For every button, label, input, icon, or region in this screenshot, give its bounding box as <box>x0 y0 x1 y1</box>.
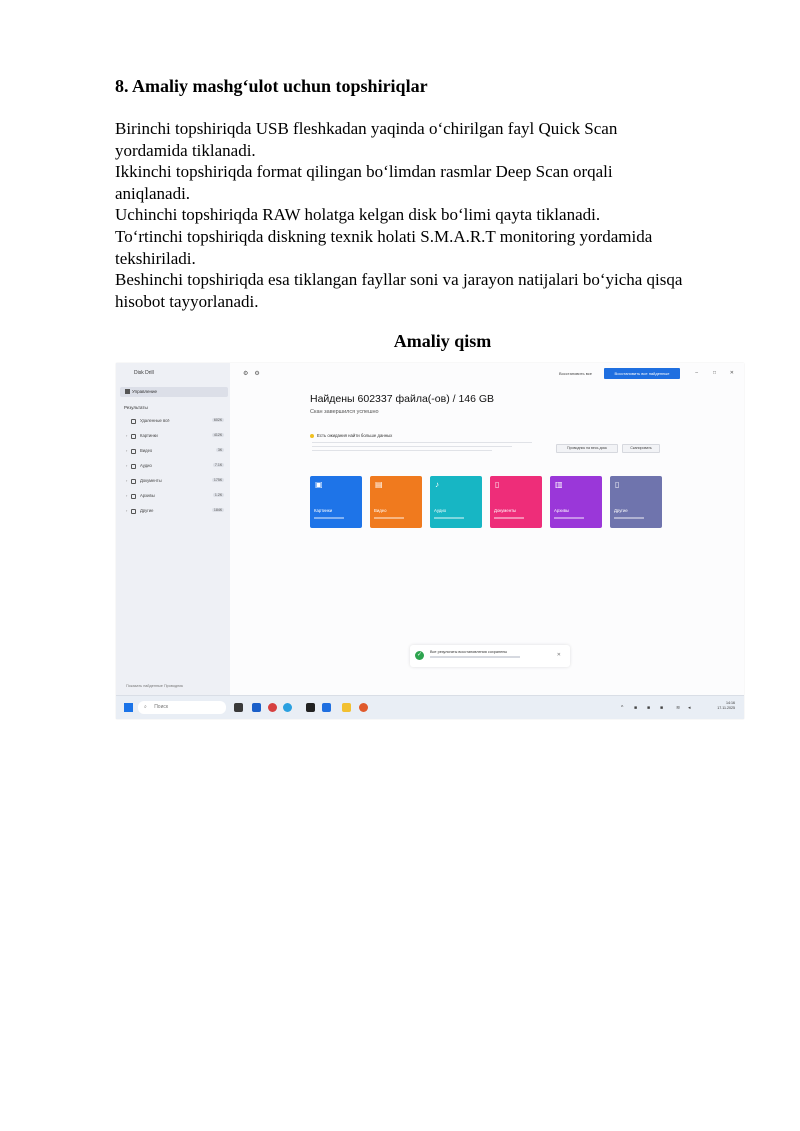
settings-icon[interactable]: ⚙ <box>254 371 260 377</box>
sidebar-footer-link[interactable]: Показать найденные Проводник <box>126 684 183 688</box>
app-icon[interactable] <box>306 703 315 712</box>
bookmark-icon[interactable]: ⚙ <box>243 371 249 377</box>
tile-audio[interactable] <box>430 476 482 528</box>
sidebar-item-label: Другие <box>140 508 154 513</box>
tile-progress <box>314 517 344 519</box>
chrome-icon[interactable] <box>268 703 277 712</box>
taskbar-search[interactable] <box>138 701 226 714</box>
info-heading-text: Есть ожидания найти больше данных <box>317 433 393 438</box>
tile-progress <box>494 517 524 519</box>
other-icon: ▯ <box>615 480 620 489</box>
trash-icon <box>131 419 136 424</box>
edge-icon[interactable] <box>283 703 292 712</box>
music-icon <box>131 464 136 469</box>
chevron-right-icon[interactable]: › <box>126 433 128 438</box>
tile-progress <box>554 517 584 519</box>
sidebar-item-label: Удаленные всё <box>140 418 170 423</box>
paragraph-line: Birinchi topshiriqda USB fleshkadan yaqinda o‘chirilgan fayl Quick Scan <box>115 119 618 138</box>
sidebar-item[interactable] <box>126 492 226 501</box>
tile-documents[interactable] <box>490 476 542 528</box>
other-icon <box>131 509 136 514</box>
video-icon <box>131 449 136 454</box>
sidebar-item-active[interactable] <box>120 387 228 397</box>
minimize-icon[interactable]: – <box>695 370 698 376</box>
info-text-line <box>312 450 492 451</box>
paragraph-line: Uchinchi topshiriqda RAW holatga kelgan disk bo‘limi qayta tiklanadi. <box>115 205 601 225</box>
tile-label: Аудио <box>434 508 447 513</box>
paragraph-line: Ikkinchi topshiriqda format qilingan bo‘limdan rasmlar Deep Scan orqali <box>115 162 613 182</box>
close-icon[interactable]: ✕ <box>729 370 734 376</box>
sidebar-item-label: Документы <box>140 478 162 483</box>
result-subtitle: Скан завершился успешно <box>310 409 379 415</box>
search-icon: ⌕ <box>144 704 147 710</box>
tile-label: Видео <box>374 508 387 513</box>
toolbar <box>243 370 266 377</box>
tile-progress <box>374 517 404 519</box>
tile-label: Документы <box>494 508 517 513</box>
music-icon: ♪ <box>435 480 439 489</box>
tile-label: Архивы <box>554 508 570 513</box>
tile-label: Картинки <box>314 508 333 513</box>
grid-icon <box>125 389 130 394</box>
scan-whole-disk-button[interactable]: Проводник на весь диск <box>556 444 618 453</box>
sidebar-item-label: Картинки <box>140 433 158 438</box>
archive-icon: ▥ <box>555 480 563 489</box>
sidebar-item-label: Аудио <box>140 463 152 468</box>
chevron-right-icon[interactable]: › <box>126 478 128 483</box>
sidebar-item-count: 175К <box>213 478 222 482</box>
recover-all-button[interactable]: Восстановить все найденные <box>604 368 680 379</box>
close-icon[interactable]: ✕ <box>556 652 561 658</box>
info-text-line <box>312 442 532 443</box>
result-title: Найдены 602337 файла(-ов) / 146 GB <box>310 393 495 405</box>
windows-start-icon[interactable] <box>124 703 133 712</box>
chevron-up-icon[interactable]: ^ <box>621 705 624 711</box>
sidebar-item-label: Видео <box>140 448 153 453</box>
sidebar-item-count: 412К <box>213 433 222 437</box>
volume-icon[interactable]: ◂ <box>688 705 691 711</box>
sidebar-item-count: 602К <box>213 418 222 422</box>
app-icon[interactable] <box>359 703 368 712</box>
sub-heading: Amaliy qism <box>393 331 492 351</box>
tile-video[interactable] <box>370 476 422 528</box>
recover-all-link[interactable]: Восстановить все <box>558 371 592 376</box>
toast-subline <box>430 656 520 658</box>
info-panel <box>310 433 660 463</box>
clock-time: 14:16 <box>726 701 735 705</box>
sidebar-item[interactable] <box>126 477 226 486</box>
tile-archives[interactable] <box>550 476 602 528</box>
document-icon: ▯ <box>495 480 500 489</box>
sidebar-section-title: Результаты <box>124 405 148 410</box>
sidebar-item[interactable] <box>126 417 226 426</box>
lightbulb-icon <box>310 434 314 438</box>
maximize-icon[interactable]: □ <box>712 370 716 376</box>
video-icon: ▤ <box>375 480 383 489</box>
app-title: Disk Drill <box>134 370 154 376</box>
paragraph-line: yordamida tiklanadi. <box>115 140 256 160</box>
sidebar-item-count: 184К <box>213 508 222 512</box>
sidebar-item-count: 7.1К <box>214 463 222 467</box>
folder-icon[interactable] <box>342 703 351 712</box>
word-icon[interactable] <box>322 703 331 712</box>
clock-date: 17.11.2025 <box>717 706 735 710</box>
paragraph-line: hisobot tayyorlanadi. <box>115 291 259 311</box>
image-icon <box>131 434 136 439</box>
check-icon: ✓ <box>416 652 423 658</box>
tray-app-icon[interactable]: ■ <box>634 705 638 711</box>
toast-text: Все результаты восстановления сохранены <box>430 650 508 654</box>
taskbar <box>116 695 744 719</box>
tray-app-icon[interactable]: ■ <box>660 705 664 711</box>
search-placeholder: Поиск <box>154 704 169 710</box>
tray-app-icon[interactable]: ■ <box>647 705 651 711</box>
wifi-icon[interactable]: ≋ <box>676 705 681 711</box>
paragraph-line: Beshinchi topshiriqda esa tiklangan fayllar soni va jarayon natijalari bo‘yicha qisqa <box>115 270 683 290</box>
tile-other[interactable] <box>610 476 662 528</box>
sidebar-item[interactable] <box>126 447 226 456</box>
sidebar-item-count: 3К <box>217 448 222 452</box>
document-icon <box>131 479 136 484</box>
tile-progress <box>434 517 464 519</box>
paragraph-line: aniqlanadi. <box>115 183 191 203</box>
task-paragraph <box>115 118 755 312</box>
sidebar <box>116 363 230 695</box>
scan-button[interactable]: Сканировать <box>622 444 660 453</box>
tile-progress <box>614 517 644 519</box>
disk-drill-screenshot <box>116 363 744 719</box>
task-view-icon[interactable] <box>234 703 243 712</box>
sidebar-item-label: Управление <box>132 389 158 394</box>
archive-icon <box>131 494 136 499</box>
tile-label: Другие <box>614 508 628 513</box>
chevron-right-icon[interactable]: › <box>126 463 128 468</box>
sidebar-item-count: 1.2К <box>214 493 222 497</box>
chevron-right-icon[interactable]: › <box>126 493 128 498</box>
info-heading <box>310 433 392 438</box>
clock[interactable] <box>717 701 735 711</box>
chevron-right-icon[interactable]: › <box>126 508 128 513</box>
section-heading: 8. Amaliy mashg‘ulot uchun topshiriqlar <box>115 76 428 96</box>
sidebar-item[interactable] <box>126 507 226 516</box>
info-text-line <box>312 446 512 447</box>
chevron-right-icon[interactable]: › <box>126 448 128 453</box>
sidebar-item[interactable] <box>126 462 226 471</box>
sidebar-item-label: Архивы <box>140 493 155 498</box>
success-toast <box>410 645 570 667</box>
paragraph-line: To‘rtinchi topshiriqda diskning texnik holati S.M.A.R.T monitoring yordamida <box>115 226 653 246</box>
app-icon[interactable] <box>252 703 261 712</box>
sidebar-item[interactable] <box>126 432 226 441</box>
image-icon: ▣ <box>315 480 323 489</box>
tile-pictures[interactable] <box>310 476 362 528</box>
paragraph-line: tekshiriladi. <box>115 248 196 268</box>
